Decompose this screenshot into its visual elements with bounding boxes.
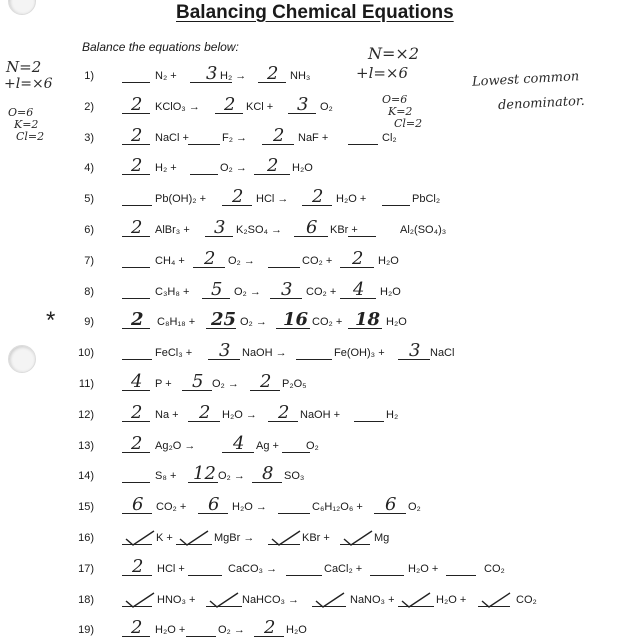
coefficient-blank[interactable] [122,267,150,268]
formula-text: FeCl₃ + [155,347,193,360]
coefficient-blank[interactable] [370,575,404,576]
formula-text: O₂ → [240,316,267,329]
formula-text: KClO₃ → [155,100,200,113]
coefficient-blank[interactable] [282,452,310,453]
handwritten-coefficient: 4 [233,432,245,454]
formula-text: Fe(OH)₃ + [334,347,385,360]
formula-text: H₂O [386,316,407,329]
handwritten-coefficient: 2 [278,401,290,423]
handwritten-coefficient: 2 [131,217,143,238]
handwritten-coefficient: 3 [281,278,293,300]
equation-row [0,617,640,642]
handwritten-coefficient: 4 [131,371,143,392]
binder-hole-top [8,0,36,15]
equation-number: 13) [78,439,94,452]
equation-row [0,247,640,273]
formula-text: H₂O [286,624,307,637]
check-mark-icon [270,530,300,544]
formula-text: O₂ → [218,470,245,483]
handwritten-coefficient: 2 [232,186,244,208]
equation-number: 19) [78,624,94,637]
formula-text: H₂O + [336,193,367,206]
equation-row [0,432,640,458]
formula-text: NaCl + [155,131,189,144]
equation-row [0,463,640,488]
formula-text: O₂ → [220,162,247,175]
formula-text: KCl + [246,100,274,113]
equation-number: 15) [78,501,94,514]
handwritten-coefficient: 2 [131,124,143,146]
formula-text: NaHCO₃ → [242,593,300,606]
formula-text: Cl₂ [382,131,397,144]
handwritten-coefficient: 25 [211,309,237,331]
coefficient-blank[interactable] [286,575,322,576]
coefficient-blank[interactable] [268,267,300,268]
equation-number: 18) [78,593,94,606]
equation-number: 10) [78,347,94,360]
equation-row [0,63,640,88]
handwritten-coefficient: 2 [131,93,143,115]
formula-text: H₂ [386,408,399,421]
formula-text: H₂O [380,285,401,298]
formula-text: HNO₃ + [157,593,196,606]
formula-text: H₂ + [155,162,177,175]
handwritten-coefficient: 3 [409,340,421,362]
formula-text: S₈ + [155,470,177,483]
handwritten-coefficient: 2 [131,401,143,423]
equation-number: 11) [78,378,94,390]
equation-row [0,217,640,242]
formula-text: O₂ → [218,624,245,637]
handwritten-coefficient: 6 [208,494,220,516]
handwritten-coefficient: 6 [306,217,318,238]
equation-row [0,340,640,365]
formula-text: H₂O + [155,624,186,637]
handwritten-coefficient: 2 [267,63,279,84]
handwritten-coefficient: 2 [131,432,143,454]
note-comment-2: denominator. [497,93,586,114]
formula-text: H₂O + [436,593,467,606]
equation-row [0,155,640,180]
handwritten-coefficient: 5 [211,278,223,300]
formula-text: Mg [374,532,390,544]
note-left-5: Cl=2 [16,130,45,143]
formula-text: F₂ → [222,131,248,144]
formula-text: C₆H₁₂O₆ + [312,501,363,514]
formula-text: Al₂(SO₄)₃ [400,224,447,236]
handwritten-coefficient: 2 [204,247,216,269]
handwritten-coefficient: 2 [131,617,143,639]
formula-text: CO₂ + [302,254,333,267]
equation-row [0,307,640,335]
formula-text: NH₃ [290,70,311,82]
handwritten-coefficient: 2 [264,617,276,639]
formula-text: CaCl₂ + [324,562,363,575]
handwritten-coefficient: 8 [262,463,274,485]
handwritten-coefficient: 3 [206,63,218,84]
handwritten-coefficient: 2 [131,309,144,331]
formula-text: H₂O → [222,408,257,421]
check-mark-icon [178,530,208,544]
equation-row [0,528,640,550]
formula-text: AlBr₃ + [155,224,190,236]
formula-text: HCl + [157,562,185,575]
check-mark-icon [314,592,344,606]
formula-text: H₂O [378,254,399,267]
equation-row [0,590,640,612]
handwritten-coefficient: 2 [312,186,324,208]
equation-number: 14) [78,470,94,483]
formula-text: O₂ [408,501,421,514]
formula-text: O₂ → [234,285,261,298]
equation-row [0,555,640,581]
formula-text: MgBr → [214,532,255,544]
coefficient-blank[interactable] [348,236,376,237]
note-right-4: K=2 [388,105,413,118]
handwritten-coefficient: 3 [219,340,231,362]
coefficient-blank[interactable] [296,359,332,360]
instructions: Balance the equations below: [82,40,239,54]
coefficient-blank[interactable] [382,205,410,206]
note-right-5: Cl=2 [394,117,423,130]
formula-text: Pb(OH)₂ + [155,193,207,206]
formula-text: KBr + [302,532,330,544]
note-right-1: N=×2 [368,44,419,63]
formula-text: O₂ [306,439,319,452]
equation-row [0,93,640,119]
handwritten-coefficient: 6 [385,494,397,516]
handwritten-coefficient: 2 [131,155,143,177]
equation-number: 8) [84,285,94,298]
coefficient-blank[interactable] [354,421,384,422]
formula-text: NaOH + [300,408,341,421]
handwritten-coefficient: 2 [199,401,211,423]
coefficient-blank[interactable] [348,144,378,145]
check-mark-icon [124,530,154,544]
equation-row [0,494,640,519]
formula-text: CO₂ [484,562,505,575]
coefficient-blank[interactable] [122,298,150,299]
formula-text: H₂O + [408,562,439,575]
handwritten-coefficient: 2 [132,555,144,577]
handwritten-coefficient: 18 [355,309,381,331]
equation-row [0,401,640,427]
formula-text: P + [155,378,172,390]
equation-row [0,371,640,396]
formula-text: H₂O → [232,501,267,514]
formula-text: CO₂ + [312,316,343,329]
coefficient-blank[interactable] [122,205,152,206]
handwritten-coefficient: 5 [192,371,204,392]
formula-text: KBr + [330,224,358,236]
formula-text: O₂ → [212,378,239,390]
handwritten-coefficient: 12 [193,463,216,485]
note-comment-1: Lowest common [471,69,580,90]
check-mark-icon [124,592,154,606]
coefficient-blank[interactable] [122,359,152,360]
coefficient-blank[interactable] [188,144,220,145]
coefficient-blank[interactable] [186,636,216,637]
formula-text: HCl → [256,193,289,206]
formula-text: C₈H₁₈ + [157,316,196,329]
formula-text: CH₄ + [155,254,185,267]
check-mark-icon [342,530,372,544]
coefficient-blank[interactable] [446,575,476,576]
check-mark-icon [208,592,238,606]
check-mark-icon [480,592,510,606]
handwritten-coefficient: 3 [214,217,226,238]
handwritten-coefficient: 4 [353,278,365,300]
formula-text: C₃H₈ + [155,285,190,298]
note-right-3: O=6 [382,93,408,106]
handwritten-coefficient: 3 [297,93,309,115]
equation-number: 7) [84,254,94,267]
formula-text: CaCO₃ → [228,562,278,575]
equation-number: 16) [78,532,94,544]
equation-number: 5) [84,193,94,206]
equation-number: 17) [78,562,94,575]
handwritten-coefficient: 2 [267,155,279,177]
coefficient-blank[interactable] [188,575,222,576]
note-left-2: +l=×6 [4,76,53,92]
coefficient-blank[interactable] [122,82,150,83]
coefficient-blank[interactable] [122,482,150,483]
note-left-3: O=6 [8,106,34,119]
formula-text: NaOH → [242,347,287,360]
formula-text: NaCl [430,347,455,360]
coefficient-blank[interactable] [278,513,310,514]
formula-text: H₂O [292,162,313,175]
equation-number: 2) [84,100,94,113]
note-right-2: +l=×6 [356,64,409,82]
coefficient-blank[interactable] [190,174,218,175]
note-left-4: K=2 [14,118,39,131]
handwritten-coefficient: 2 [352,247,364,269]
equation-number: 9) [84,316,94,329]
formula-text: NaNO₃ + [350,593,395,606]
equation-number: 3) [84,131,94,144]
equation-number: 4) [84,162,94,175]
equation-number: 12) [78,408,94,421]
page-title: Balancing Chemical Equations [176,2,454,23]
formula-text: K + [156,532,173,544]
equation-number: 1) [84,70,94,82]
check-mark-icon [400,592,430,606]
formula-text: NaF + [298,131,329,144]
equation-row [0,278,640,304]
note-left-1: N=2 [6,58,42,76]
equation-row [0,186,640,211]
handwritten-coefficient: 2 [273,124,285,146]
formula-text: CO₂ + [306,285,337,298]
formula-text: P₂O₅ [282,378,307,390]
handwritten-coefficient: 16 [283,309,309,331]
equation-number: 6) [84,224,94,236]
formula-text: N₂ + [155,70,177,82]
formula-text: PbCl₂ [412,193,441,206]
formula-text: Ag₂O → [155,439,196,452]
handwritten-coefficient: 6 [132,494,144,516]
formula-text: CO₂ + [156,501,187,514]
formula-text: CO₂ [516,593,537,606]
handwritten-coefficient: 2 [260,371,272,392]
asterisk-mark: * [46,307,56,335]
formula-text: Ag + [256,439,279,452]
formula-text: SO₃ [284,470,305,483]
formula-text: Na + [155,408,179,421]
formula-text: K₂SO₄ → [236,224,283,236]
formula-text: H₂ → [220,70,247,82]
handwritten-coefficient: 2 [224,93,236,115]
formula-text: O₂ [320,100,333,113]
formula-text: O₂ → [228,254,255,267]
